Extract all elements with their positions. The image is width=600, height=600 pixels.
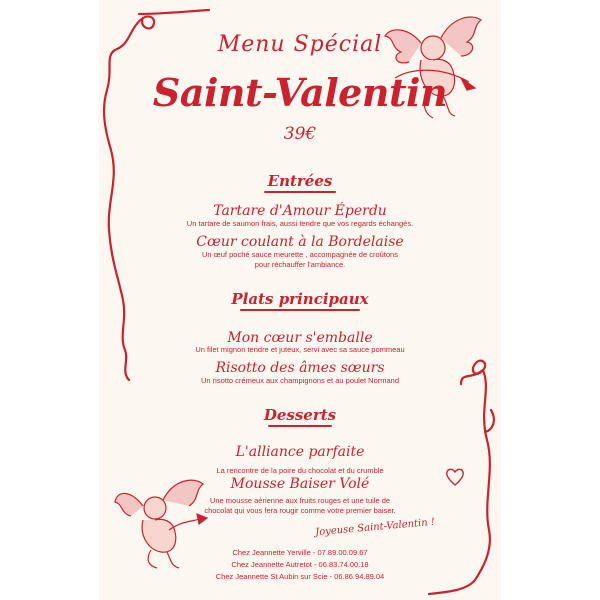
dish-name: Tartare d'Amour Éperdu <box>213 203 387 219</box>
dish-name: Mousse Baiser Volé <box>230 476 370 492</box>
heart-icon <box>444 466 466 488</box>
dish-name: Mon cœur s'emballe <box>227 330 373 346</box>
dish-description: Un tartare de saumon frais, aussi tendre que vos regards échangés. <box>186 219 414 228</box>
dish-description: Une mousse aérienne aux fruits rouges et une tuile de <box>209 496 391 505</box>
section-entrees <box>99 172 501 193</box>
dish-name: Cœur coulant à la Bordelaise <box>196 234 404 250</box>
price: 39€ <box>283 124 317 144</box>
section-heading: Desserts <box>263 406 337 424</box>
page-title: Saint-Valentin <box>152 70 448 115</box>
contact-line: Chez Jeannette Yerville - 07.89.00.09.67 <box>232 548 368 557</box>
dish-description: La rencontre de la poire du chocolat et du crumble <box>216 466 384 475</box>
dish-description: Un œuf poché sauce meurette , accompagnée de croûtons <box>202 250 398 259</box>
menu-page <box>99 0 501 600</box>
dish-description: Un risotto crémeux aux champignons et au poulet Normand <box>200 376 400 385</box>
dish-name: L'alliance parfaite <box>235 444 365 460</box>
dish-description: chocolat qui vous fera rougir comme votre premier baiser. <box>204 506 396 515</box>
contact-line: Chez Jeannette Autretot - 06.83.74.00.18 <box>231 560 369 569</box>
section-desserts <box>99 406 501 427</box>
section-heading: Entrées <box>267 172 333 190</box>
section-heading: Plats principaux <box>231 290 369 308</box>
menu-label: Menu Spécial <box>217 32 383 57</box>
dish-name: Risotto des âmes sœurs <box>215 360 385 376</box>
contact-line: Chez Jeannette St Aubin sur Scie - 06.86.94.89.04 <box>215 572 385 581</box>
dish-description: pour réchauffer l'ambiance. <box>254 260 346 269</box>
closing-message: Joyeuse Saint-Valentin ! <box>314 516 436 539</box>
dish-description: Un filet mignon tendre et juteux, servi avec sa sauce pommeau <box>195 345 405 354</box>
section-plats <box>99 290 501 311</box>
